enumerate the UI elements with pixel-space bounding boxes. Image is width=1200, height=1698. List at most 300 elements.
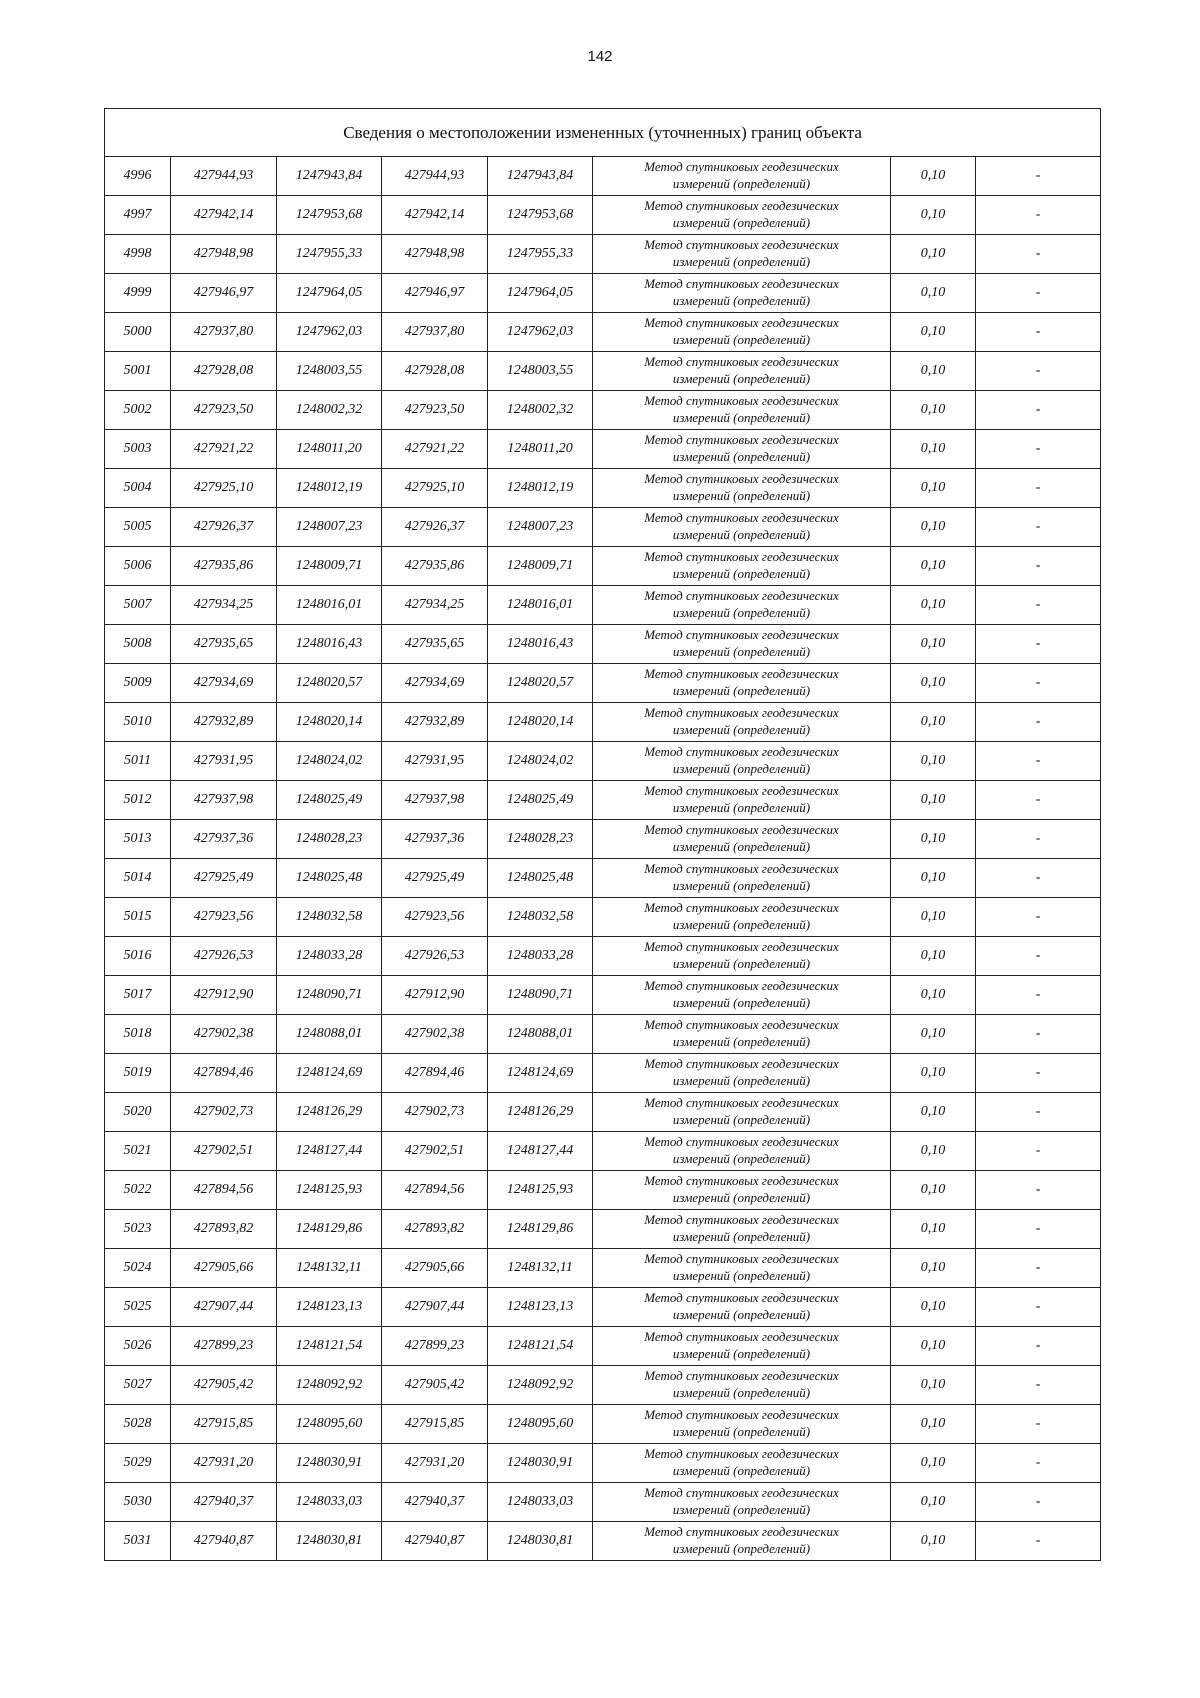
new-y-cell: 1247955,33 [488, 235, 593, 274]
method-line-2: измерений (определений) [672, 332, 811, 347]
existing-x-cell: 427912,90 [171, 976, 277, 1015]
new-y-cell: 1247964,05 [488, 274, 593, 313]
table-row [105, 664, 1101, 703]
new-y-cell: 1248092,92 [488, 1366, 593, 1405]
accuracy-cell: 0,10 [891, 274, 976, 313]
note-cell: - [976, 1171, 1101, 1210]
note-cell: - [976, 976, 1101, 1015]
new-y-cell: 1248025,48 [488, 859, 593, 898]
existing-y-cell: 1248003,55 [277, 352, 382, 391]
new-y-cell: 1247962,03 [488, 313, 593, 352]
existing-y-cell: 1248020,14 [277, 703, 382, 742]
method-cell [593, 1522, 891, 1561]
method-cell [593, 1405, 891, 1444]
accuracy-cell: 0,10 [891, 820, 976, 859]
existing-y-cell: 1247955,33 [277, 235, 382, 274]
existing-x-cell: 427915,85 [171, 1405, 277, 1444]
method-line-2: измерений (определений) [672, 1268, 811, 1283]
new-x-cell: 427931,95 [382, 742, 488, 781]
new-y-cell: 1248009,71 [488, 547, 593, 586]
new-x-cell: 427921,22 [382, 430, 488, 469]
new-y-cell: 1248030,91 [488, 1444, 593, 1483]
method-line-1: Метод спутниковых геодезических [644, 1251, 839, 1267]
new-x-cell: 427923,56 [382, 898, 488, 937]
existing-x-cell: 427926,37 [171, 508, 277, 547]
new-x-cell: 427946,97 [382, 274, 488, 313]
table-row [105, 976, 1101, 1015]
method-cell [593, 664, 891, 703]
new-x-cell: 427925,49 [382, 859, 488, 898]
method-line-2: измерений (определений) [672, 683, 811, 698]
new-y-cell: 1248124,69 [488, 1054, 593, 1093]
existing-y-cell: 1248011,20 [277, 430, 382, 469]
new-x-cell: 427932,89 [382, 703, 488, 742]
boundary-coordinates-table [104, 108, 1101, 1561]
method-line-1: Метод спутниковых геодезических [644, 1290, 839, 1306]
method-cell [593, 586, 891, 625]
new-y-cell: 1247943,84 [488, 157, 593, 196]
method-line-1: Метод спутниковых геодезических [644, 393, 839, 409]
table-row [105, 898, 1101, 937]
table-row [105, 1327, 1101, 1366]
accuracy-cell: 0,10 [891, 664, 976, 703]
table-row [105, 1522, 1101, 1561]
existing-x-cell: 427937,98 [171, 781, 277, 820]
new-y-cell: 1248002,32 [488, 391, 593, 430]
existing-x-cell: 427934,69 [171, 664, 277, 703]
note-cell: - [976, 430, 1101, 469]
new-x-cell: 427926,53 [382, 937, 488, 976]
existing-y-cell: 1248007,23 [277, 508, 382, 547]
method-line-1: Метод спутниковых геодезических [644, 627, 839, 643]
new-x-cell: 427907,44 [382, 1288, 488, 1327]
note-cell: - [976, 391, 1101, 430]
accuracy-cell: 0,10 [891, 508, 976, 547]
note-cell: - [976, 820, 1101, 859]
note-cell: - [976, 1249, 1101, 1288]
table-row [105, 1249, 1101, 1288]
existing-y-cell: 1247962,03 [277, 313, 382, 352]
method-line-2: измерений (определений) [672, 293, 811, 308]
method-line-2: измерений (определений) [672, 215, 811, 230]
method-line-2: измерений (определений) [672, 449, 811, 464]
existing-y-cell: 1248088,01 [277, 1015, 382, 1054]
method-line-1: Метод спутниковых геодезических [644, 861, 839, 877]
method-line-1: Метод спутниковых геодезических [644, 1212, 839, 1228]
existing-x-cell: 427942,14 [171, 196, 277, 235]
method-cell [593, 859, 891, 898]
existing-y-cell: 1248127,44 [277, 1132, 382, 1171]
point-number-cell: 5023 [105, 1210, 171, 1249]
point-number-cell: 5028 [105, 1405, 171, 1444]
method-cell [593, 391, 891, 430]
method-cell [593, 703, 891, 742]
accuracy-cell: 0,10 [891, 1093, 976, 1132]
note-cell: - [976, 235, 1101, 274]
point-number-cell: 5005 [105, 508, 171, 547]
method-cell [593, 352, 891, 391]
method-line-2: измерений (определений) [672, 917, 811, 932]
accuracy-cell: 0,10 [891, 976, 976, 1015]
method-line-1: Метод спутниковых геодезических [644, 1446, 839, 1462]
new-x-cell: 427948,98 [382, 235, 488, 274]
note-cell: - [976, 313, 1101, 352]
method-line-1: Метод спутниковых геодезических [644, 198, 839, 214]
existing-x-cell: 427931,20 [171, 1444, 277, 1483]
existing-y-cell: 1248024,02 [277, 742, 382, 781]
new-x-cell: 427902,38 [382, 1015, 488, 1054]
accuracy-cell: 0,10 [891, 1522, 976, 1561]
method-line-2: измерений (определений) [672, 761, 811, 776]
accuracy-cell: 0,10 [891, 1405, 976, 1444]
new-x-cell: 427905,66 [382, 1249, 488, 1288]
existing-y-cell: 1248012,19 [277, 469, 382, 508]
method-cell [593, 1054, 891, 1093]
method-cell [593, 1483, 891, 1522]
method-cell [593, 157, 891, 196]
new-y-cell: 1248012,19 [488, 469, 593, 508]
new-y-cell: 1248011,20 [488, 430, 593, 469]
table-row [105, 937, 1101, 976]
existing-y-cell: 1248092,92 [277, 1366, 382, 1405]
existing-x-cell: 427905,66 [171, 1249, 277, 1288]
new-y-cell: 1248033,03 [488, 1483, 593, 1522]
table-row [105, 1366, 1101, 1405]
accuracy-cell: 0,10 [891, 1483, 976, 1522]
new-y-cell: 1248127,44 [488, 1132, 593, 1171]
table-row [105, 781, 1101, 820]
note-cell: - [976, 508, 1101, 547]
new-x-cell: 427928,08 [382, 352, 488, 391]
accuracy-cell: 0,10 [891, 937, 976, 976]
new-x-cell: 427926,37 [382, 508, 488, 547]
method-cell [593, 781, 891, 820]
new-y-cell: 1248024,02 [488, 742, 593, 781]
existing-y-cell: 1248132,11 [277, 1249, 382, 1288]
point-number-cell: 5025 [105, 1288, 171, 1327]
method-line-2: измерений (определений) [672, 410, 811, 425]
table-row [105, 352, 1101, 391]
method-line-2: измерений (определений) [672, 254, 811, 269]
note-cell: - [976, 1327, 1101, 1366]
table-row [105, 274, 1101, 313]
method-line-2: измерений (определений) [672, 488, 811, 503]
method-line-2: измерений (определений) [672, 1424, 811, 1439]
existing-y-cell: 1248009,71 [277, 547, 382, 586]
method-line-2: измерений (определений) [672, 176, 811, 191]
method-line-2: измерений (определений) [672, 1385, 811, 1400]
new-y-cell: 1248088,01 [488, 1015, 593, 1054]
point-number-cell: 5016 [105, 937, 171, 976]
existing-y-cell: 1248033,28 [277, 937, 382, 976]
existing-y-cell: 1247964,05 [277, 274, 382, 313]
existing-y-cell: 1248028,23 [277, 820, 382, 859]
note-cell: - [976, 1366, 1101, 1405]
accuracy-cell: 0,10 [891, 703, 976, 742]
existing-x-cell: 427928,08 [171, 352, 277, 391]
new-y-cell: 1248095,60 [488, 1405, 593, 1444]
note-cell: - [976, 196, 1101, 235]
method-line-1: Метод спутниковых геодезических [644, 1407, 839, 1423]
new-x-cell: 427923,50 [382, 391, 488, 430]
accuracy-cell: 0,10 [891, 1444, 976, 1483]
existing-x-cell: 427940,87 [171, 1522, 277, 1561]
new-x-cell: 427905,42 [382, 1366, 488, 1405]
note-cell: - [976, 781, 1101, 820]
method-line-2: измерений (определений) [672, 1502, 811, 1517]
existing-y-cell: 1248123,13 [277, 1288, 382, 1327]
note-cell: - [976, 742, 1101, 781]
accuracy-cell: 0,10 [891, 391, 976, 430]
method-line-2: измерений (определений) [672, 1541, 811, 1556]
existing-x-cell: 427944,93 [171, 157, 277, 196]
existing-x-cell: 427902,73 [171, 1093, 277, 1132]
method-line-2: измерений (определений) [672, 995, 811, 1010]
method-line-1: Метод спутниковых геодезических [644, 978, 839, 994]
accuracy-cell: 0,10 [891, 235, 976, 274]
new-x-cell: 427899,23 [382, 1327, 488, 1366]
method-line-1: Метод спутниковых геодезических [644, 471, 839, 487]
table-row [105, 586, 1101, 625]
existing-y-cell: 1247943,84 [277, 157, 382, 196]
method-line-1: Метод спутниковых геодезических [644, 1329, 839, 1345]
existing-x-cell: 427894,46 [171, 1054, 277, 1093]
new-y-cell: 1248129,86 [488, 1210, 593, 1249]
new-x-cell: 427915,85 [382, 1405, 488, 1444]
existing-y-cell: 1248032,58 [277, 898, 382, 937]
point-number-cell: 4996 [105, 157, 171, 196]
table-row [105, 235, 1101, 274]
accuracy-cell: 0,10 [891, 430, 976, 469]
accuracy-cell: 0,10 [891, 352, 976, 391]
table-row [105, 703, 1101, 742]
method-line-2: измерений (определений) [672, 839, 811, 854]
method-cell [593, 625, 891, 664]
new-x-cell: 427931,20 [382, 1444, 488, 1483]
method-line-1: Метод спутниковых геодезических [644, 549, 839, 565]
method-cell [593, 898, 891, 937]
method-cell [593, 235, 891, 274]
note-cell: - [976, 1444, 1101, 1483]
method-line-2: измерений (определений) [672, 1463, 811, 1478]
method-cell [593, 1288, 891, 1327]
method-line-1: Метод спутниковых геодезических [644, 666, 839, 682]
method-cell [593, 976, 891, 1015]
accuracy-cell: 0,10 [891, 1249, 976, 1288]
method-line-1: Метод спутниковых геодезических [644, 237, 839, 253]
note-cell: - [976, 352, 1101, 391]
table-row [105, 469, 1101, 508]
existing-x-cell: 427931,95 [171, 742, 277, 781]
note-cell: - [976, 1015, 1101, 1054]
new-y-cell: 1248033,28 [488, 937, 593, 976]
accuracy-cell: 0,10 [891, 313, 976, 352]
point-number-cell: 5002 [105, 391, 171, 430]
new-x-cell: 427935,86 [382, 547, 488, 586]
method-line-2: измерений (определений) [672, 956, 811, 971]
method-cell [593, 937, 891, 976]
method-cell [593, 1015, 891, 1054]
point-number-cell: 5012 [105, 781, 171, 820]
method-cell [593, 430, 891, 469]
existing-x-cell: 427925,49 [171, 859, 277, 898]
new-x-cell: 427935,65 [382, 625, 488, 664]
existing-y-cell: 1248025,49 [277, 781, 382, 820]
method-line-2: измерений (определений) [672, 1034, 811, 1049]
new-x-cell: 427940,37 [382, 1483, 488, 1522]
new-x-cell: 427902,73 [382, 1093, 488, 1132]
method-line-1: Метод спутниковых геодезических [644, 1017, 839, 1033]
method-cell [593, 742, 891, 781]
note-cell: - [976, 1093, 1101, 1132]
new-y-cell: 1248030,81 [488, 1522, 593, 1561]
table-row [105, 430, 1101, 469]
method-line-2: измерений (определений) [672, 1112, 811, 1127]
method-cell [593, 1132, 891, 1171]
accuracy-cell: 0,10 [891, 1015, 976, 1054]
note-cell: - [976, 1405, 1101, 1444]
note-cell: - [976, 664, 1101, 703]
method-line-2: измерений (определений) [672, 644, 811, 659]
new-x-cell: 427940,87 [382, 1522, 488, 1561]
method-line-1: Метод спутниковых геодезических [644, 1134, 839, 1150]
method-line-1: Метод спутниковых геодезических [644, 354, 839, 370]
existing-x-cell: 427923,50 [171, 391, 277, 430]
new-y-cell: 1248028,23 [488, 820, 593, 859]
existing-x-cell: 427902,38 [171, 1015, 277, 1054]
existing-y-cell: 1248124,69 [277, 1054, 382, 1093]
point-number-cell: 5026 [105, 1327, 171, 1366]
method-line-1: Метод спутниковых геодезических [644, 783, 839, 799]
new-y-cell: 1248132,11 [488, 1249, 593, 1288]
method-line-2: измерений (определений) [672, 1151, 811, 1166]
new-x-cell: 427937,80 [382, 313, 488, 352]
method-line-2: измерений (определений) [672, 527, 811, 542]
method-line-1: Метод спутниковых геодезических [644, 276, 839, 292]
point-number-cell: 5022 [105, 1171, 171, 1210]
existing-y-cell: 1248129,86 [277, 1210, 382, 1249]
method-cell [593, 820, 891, 859]
existing-y-cell: 1248090,71 [277, 976, 382, 1015]
note-cell: - [976, 703, 1101, 742]
method-line-1: Метод спутниковых геодезических [644, 900, 839, 916]
point-number-cell: 5006 [105, 547, 171, 586]
new-y-cell: 1248025,49 [488, 781, 593, 820]
note-cell: - [976, 625, 1101, 664]
existing-y-cell: 1248125,93 [277, 1171, 382, 1210]
method-line-1: Метод спутниковых геодезических [644, 1485, 839, 1501]
point-number-cell: 5013 [105, 820, 171, 859]
table-row [105, 1093, 1101, 1132]
accuracy-cell: 0,10 [891, 1210, 976, 1249]
table-row [105, 1054, 1101, 1093]
existing-y-cell: 1247953,68 [277, 196, 382, 235]
table-row [105, 859, 1101, 898]
note-cell: - [976, 1522, 1101, 1561]
method-line-1: Метод спутниковых геодезических [644, 432, 839, 448]
note-cell: - [976, 1132, 1101, 1171]
table-row [105, 1444, 1101, 1483]
accuracy-cell: 0,10 [891, 859, 976, 898]
existing-x-cell: 427932,89 [171, 703, 277, 742]
existing-y-cell: 1248121,54 [277, 1327, 382, 1366]
existing-y-cell: 1248030,91 [277, 1444, 382, 1483]
method-line-2: измерений (определений) [672, 722, 811, 737]
accuracy-cell: 0,10 [891, 586, 976, 625]
method-line-1: Метод спутниковых геодезических [644, 822, 839, 838]
table-row [105, 1171, 1101, 1210]
new-y-cell: 1248121,54 [488, 1327, 593, 1366]
method-cell [593, 1327, 891, 1366]
method-line-1: Метод спутниковых геодезических [644, 510, 839, 526]
existing-x-cell: 427907,44 [171, 1288, 277, 1327]
new-y-cell: 1247953,68 [488, 196, 593, 235]
new-x-cell: 427934,69 [382, 664, 488, 703]
method-cell [593, 1249, 891, 1288]
method-line-1: Метод спутниковых геодезических [644, 1524, 839, 1540]
method-line-1: Метод спутниковых геодезических [644, 588, 839, 604]
point-number-cell: 5029 [105, 1444, 171, 1483]
point-number-cell: 5007 [105, 586, 171, 625]
new-x-cell: 427894,46 [382, 1054, 488, 1093]
accuracy-cell: 0,10 [891, 1366, 976, 1405]
note-cell: - [976, 586, 1101, 625]
new-x-cell: 427937,36 [382, 820, 488, 859]
new-y-cell: 1248007,23 [488, 508, 593, 547]
point-number-cell: 5004 [105, 469, 171, 508]
table-title: Сведения о местоположении измененных (уточненных) границ объекта [105, 109, 1101, 157]
note-cell: - [976, 157, 1101, 196]
method-cell [593, 508, 891, 547]
method-cell [593, 547, 891, 586]
method-line-2: измерений (определений) [672, 371, 811, 386]
point-number-cell: 4998 [105, 235, 171, 274]
table-row [105, 391, 1101, 430]
point-number-cell: 5011 [105, 742, 171, 781]
accuracy-cell: 0,10 [891, 1171, 976, 1210]
new-x-cell: 427937,98 [382, 781, 488, 820]
method-line-1: Метод спутниковых геодезических [644, 159, 839, 175]
point-number-cell: 5017 [105, 976, 171, 1015]
new-y-cell: 1248003,55 [488, 352, 593, 391]
existing-x-cell: 427902,51 [171, 1132, 277, 1171]
new-y-cell: 1248020,57 [488, 664, 593, 703]
method-line-1: Метод спутниковых геодезических [644, 705, 839, 721]
new-y-cell: 1248125,93 [488, 1171, 593, 1210]
new-x-cell: 427944,93 [382, 157, 488, 196]
method-cell [593, 1444, 891, 1483]
method-line-1: Метод спутниковых геодезических [644, 1095, 839, 1111]
accuracy-cell: 0,10 [891, 781, 976, 820]
table-row [105, 742, 1101, 781]
new-y-cell: 1248032,58 [488, 898, 593, 937]
new-y-cell: 1248016,43 [488, 625, 593, 664]
table-row [105, 1483, 1101, 1522]
new-x-cell: 427912,90 [382, 976, 488, 1015]
point-number-cell: 5020 [105, 1093, 171, 1132]
existing-x-cell: 427899,23 [171, 1327, 277, 1366]
accuracy-cell: 0,10 [891, 898, 976, 937]
table-row [105, 625, 1101, 664]
method-cell [593, 1171, 891, 1210]
existing-y-cell: 1248095,60 [277, 1405, 382, 1444]
new-y-cell: 1248090,71 [488, 976, 593, 1015]
new-x-cell: 427894,56 [382, 1171, 488, 1210]
existing-y-cell: 1248020,57 [277, 664, 382, 703]
point-number-cell: 5009 [105, 664, 171, 703]
method-cell [593, 1366, 891, 1405]
table-row [105, 1405, 1101, 1444]
